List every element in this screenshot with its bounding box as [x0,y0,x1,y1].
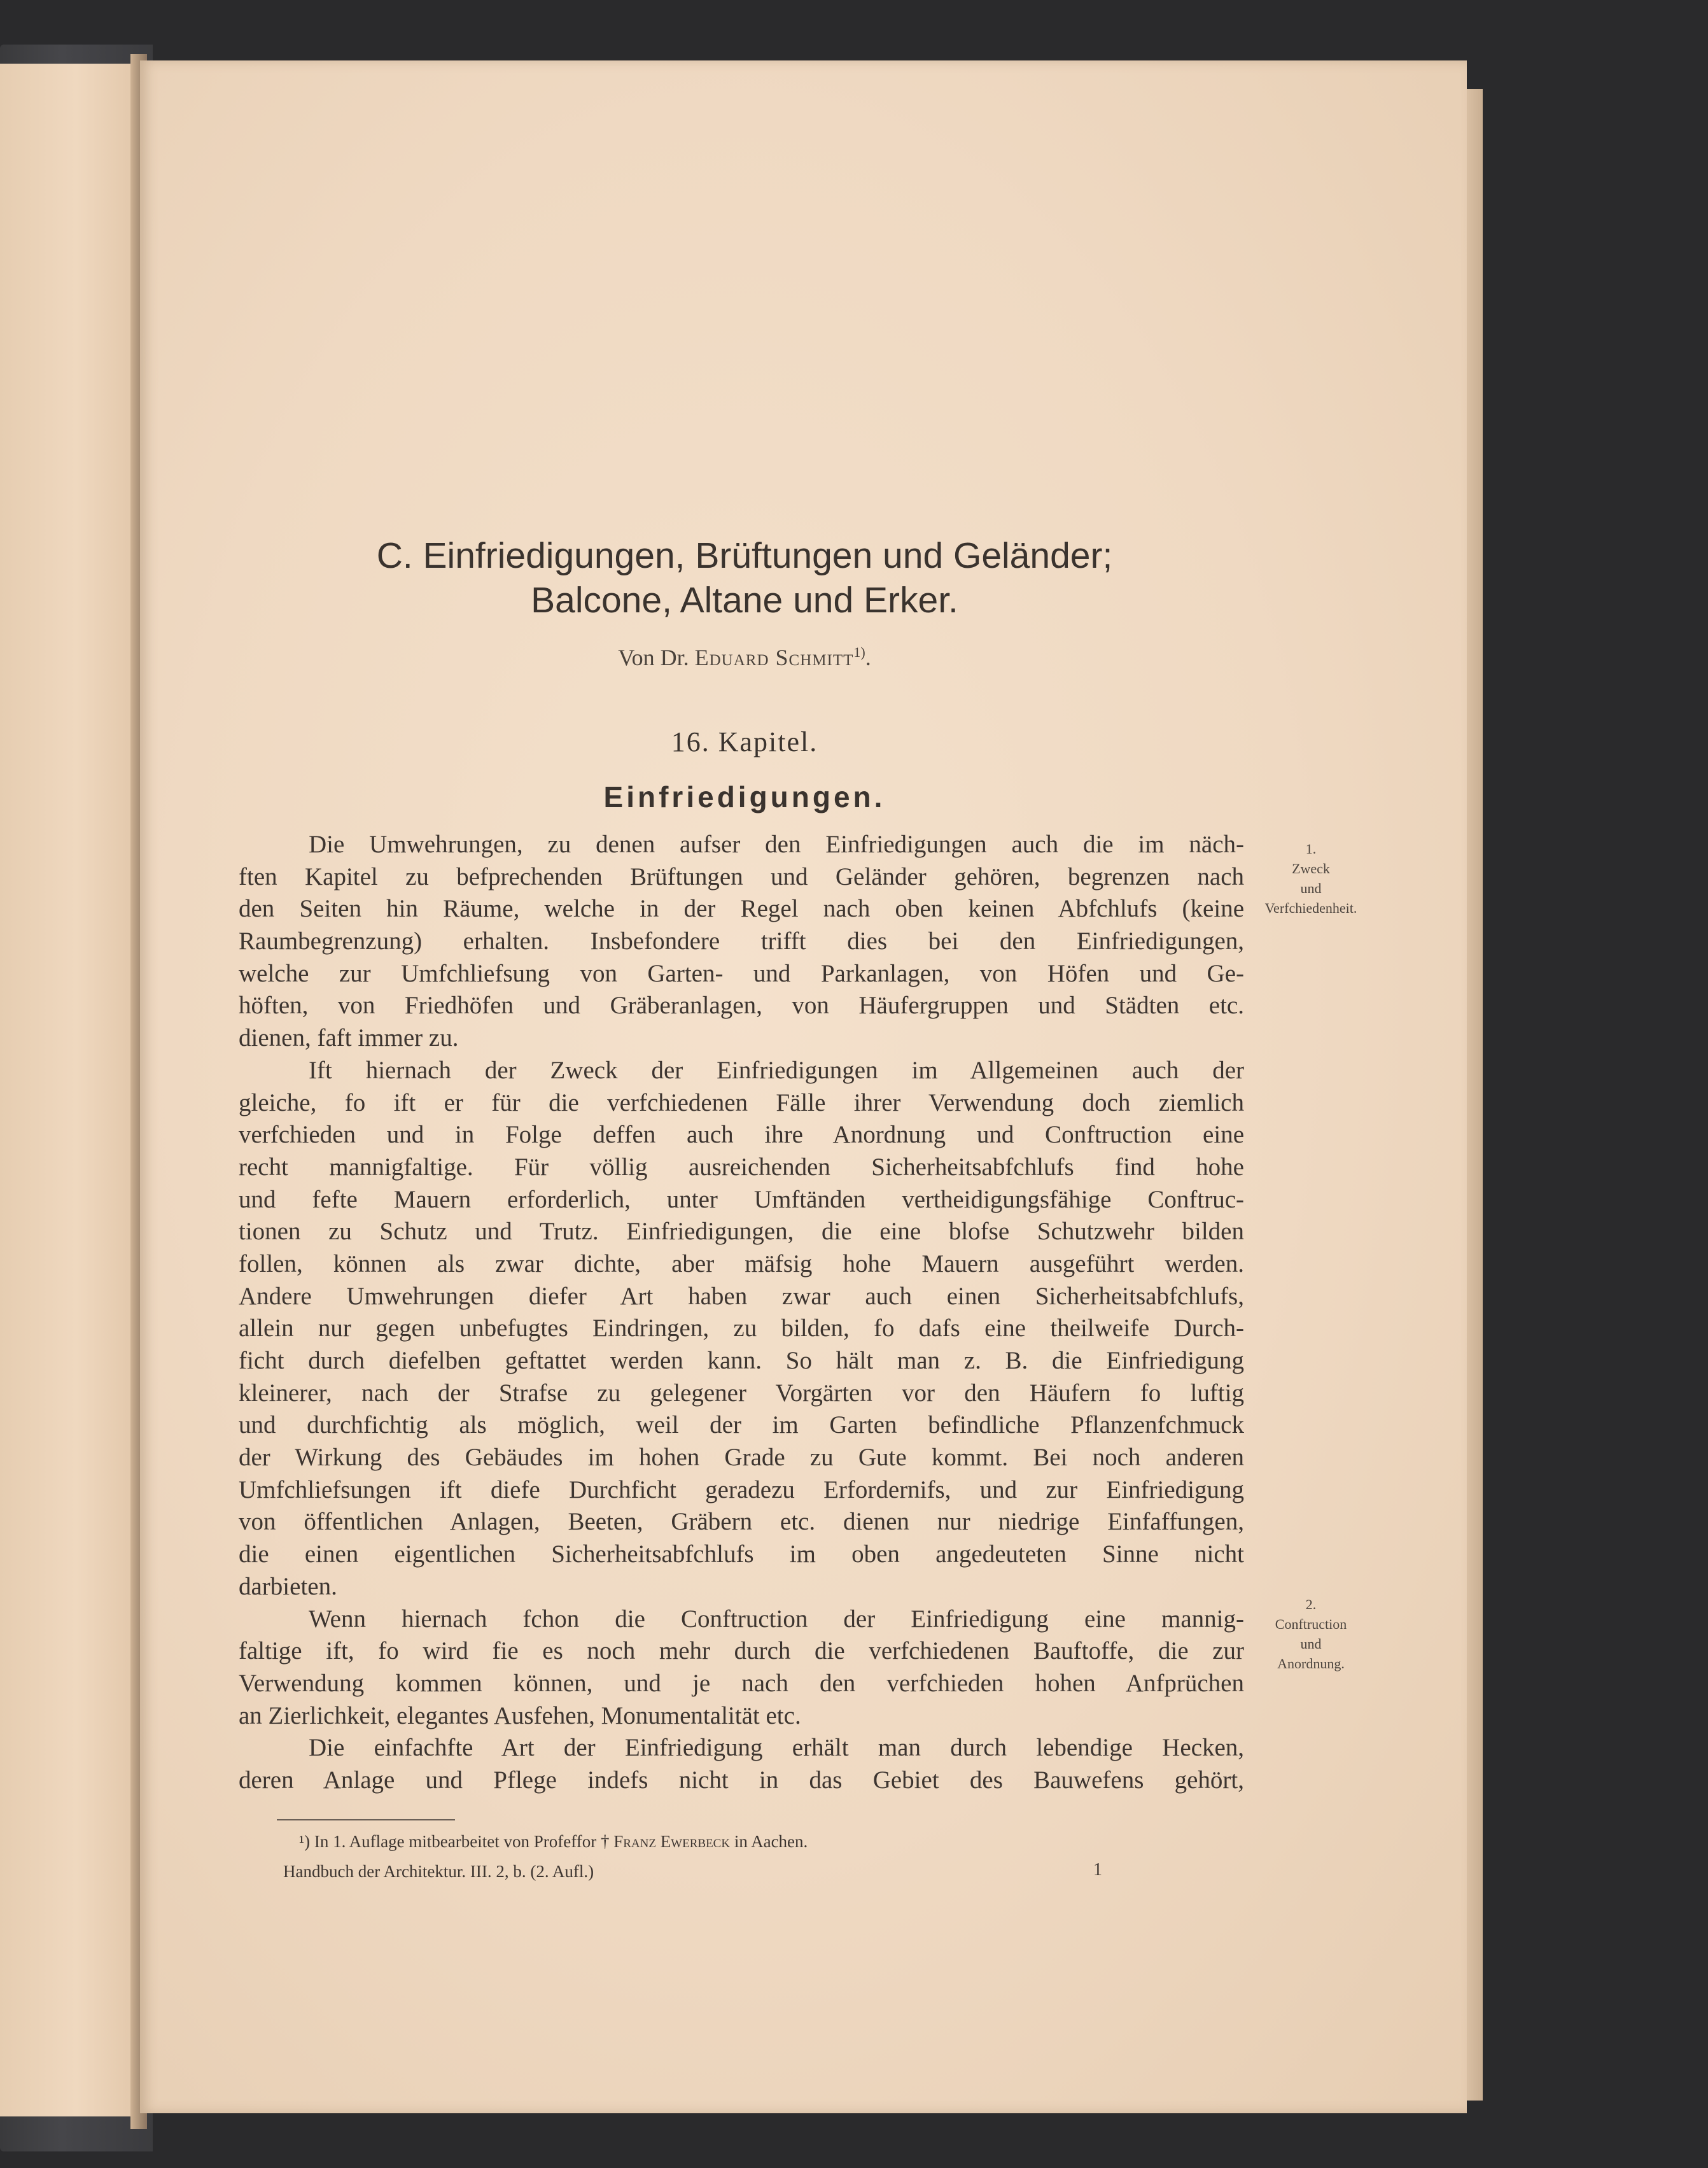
text-line: Andere Umwehrungen diefer Art haben zwar auch einen Sicherheitsabfchlufs, [239,1282,1244,1310]
text-line: gleiche, fo ift er für die verfchiedenen Fälle ihrer Verwendung doch ziemlich [239,1088,1244,1116]
margin-note-line: und [1300,1636,1322,1652]
footnote-marker: 1) [853,644,865,660]
margin-note-1 [1238,839,1384,918]
page-number: 1 [1093,1860,1102,1880]
text-line: ften Kapitel zu befprechenden Brüftungen und Geländer gehören, begrenzen nach [239,862,1244,890]
margin-note-line: Zweck [1292,861,1330,876]
footnote-text: ¹) In 1. Auflage mitbearbeitet von Profeffor † [299,1832,614,1851]
text-line: verfchieden und in Folge deffen auch ihre Anordnung und Conftruction eine [239,1121,1244,1149]
text-line: der Wirkung des Gebäudes im hohen Grade zu Gute kommt. Bei noch anderen [239,1444,1244,1472]
text-line: und fefte Mauern erforderlich, unter Umftänden vertheidigungsfähige Conftruc- [239,1185,1244,1213]
text-line: welche zur Umfchliefsung von Garten- und Parkanlagen, von Höfen und Ge- [239,959,1244,987]
footnote-name: Franz Ewerbeck [613,1832,731,1851]
text-line: tionen zu Schutz und Trutz. Einfriedigungen, die eine blofse Schutzwehr bilden [239,1218,1244,1246]
text-line: höften, von Friedhöfen und Gräberanlagen, von Häufergruppen und Städten etc. [239,992,1244,1020]
footnote [299,1832,808,1852]
footnote-suffix: in Aachen. [730,1832,808,1851]
chapter-number: 16. Kapitel. [671,726,818,757]
margin-note-line: Verfchiedenheit. [1264,900,1357,916]
running-footer: Handbuch der Architektur. III. 2, b. (2. Aufl.) [283,1862,594,1881]
byline-suffix: . [865,645,871,670]
margin-note-line: Conftruction [1275,1616,1347,1632]
text-line: kleinerer, nach der Strafse zu gelegener Vorgärten vor den Häufern fo luftig [239,1379,1244,1407]
body-text [239,829,1244,1797]
text-line: Die einfachfte Art der Einfriedigung erhält man durch lebendige Hecken, [309,1734,1244,1762]
text-line: an Zierlichkeit, elegantes Ausfehen, Monumentalität etc. [239,1701,801,1729]
text-line: den Seiten hin Räume, welche in der Regel nach oben keinen Abfchlufs (keine [239,895,1244,923]
margin-note-line: und [1300,880,1322,896]
text-line: allein nur gegen unbefugtes Eindringen, zu bilden, fo dafs eine theilweife Durch- [239,1314,1244,1342]
section-heading-line-2: Balcone, Altane und Erker. [531,580,958,621]
margin-note-2 [1238,1594,1384,1673]
text-line: Ift hiernach der Zweck der Einfriedigungen im Allgemeinen auch der [309,1056,1244,1084]
text-line: ficht durch diefelben geftattet werden kann. So hält man z. B. die Einfriedigung [239,1347,1244,1374]
author-byline [140,644,1349,671]
byline-prefix: Von Dr. [618,645,695,670]
text-line: die einen eigentlichen Sicherheitsabfchlufs im oben angedeuteten Sinne nicht [239,1540,1244,1568]
text-line: follen, können als zwar dichte, aber mäfsig hohe Mauern ausgeführt werden. [239,1249,1244,1278]
footnote-rule [277,1819,455,1820]
section-heading-line-1: C. Einfriedigungen, Brüftungen und Geländer; [376,535,1113,576]
text-line: faltige ift, fo wird fie es noch mehr durch die verfchiedenen Bauftoffe, die zur [239,1637,1244,1665]
text-line: Raumbegrenzung) erhalten. Insbefondere trifft dies bei den Einfriedigungen, [239,927,1244,955]
text-line: Verwendung kommen können, und je nach den verfchieden hohen Anfprüchen [239,1669,1244,1697]
text-line: Umfchliefsungen ift diefe Durchficht geradezu Erfordernifs, und zur Einfriedigung [239,1475,1244,1503]
text-line: von öffentlichen Anlagen, Beeten, Gräbern etc. dienen nur niedrige Einfaffungen, [239,1508,1244,1536]
margin-note-number: 1. [1305,841,1317,857]
text-line: deren Anlage und Pflege indefs nicht in das Gebiet des Bauwefens gehört, [239,1766,1244,1794]
author-name: Eduard Schmitt [694,645,854,670]
chapter-title: Einfriedigungen. [603,780,886,813]
text-line: Wenn hiernach fchon die Conftruction der Einfriedigung eine mannig- [309,1605,1244,1633]
margin-note-line: Anordnung. [1277,1656,1345,1672]
text-line: dienen, faft immer zu. [239,1024,459,1052]
text-line: Die Umwehrungen, zu denen aufser den Einfriedigungen auch die im näch- [309,831,1244,858]
margin-note-number: 2. [1305,1596,1317,1612]
text-line: und durchfichtig als möglich, weil der im Garten befindliche Pflanzenfchmuck [239,1411,1244,1439]
text-line: darbieten. [239,1572,337,1600]
text-line: recht mannigfaltige. Für völlig ausreichenden Sicherheitsabfchlufs find hohe [239,1153,1244,1181]
left-page-edge [0,64,139,2116]
